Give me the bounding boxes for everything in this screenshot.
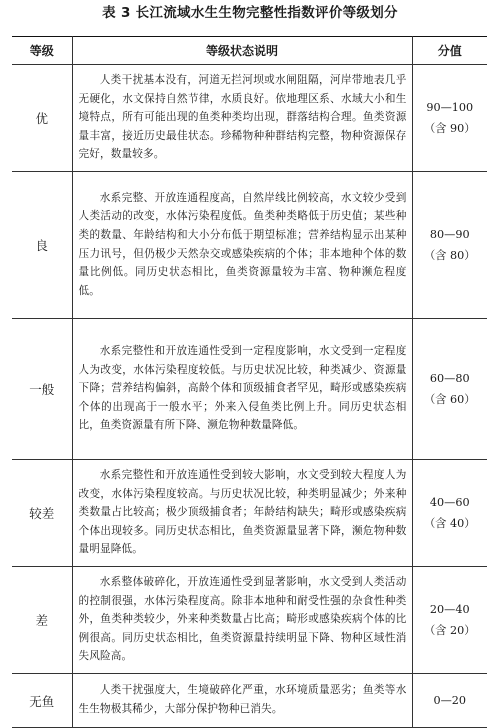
level-cell: 优 [12, 65, 72, 172]
level-cell: 一般 [12, 319, 72, 460]
description-cell: 水系完整性和开放连通性受到一定程度影响，水文受到一定程度人为改变，水体污染程度较低。与历史状况比较，种类减少、资源量下降；营养结构偏斜，高龄个体和顶级捕食者罕见，畸形或感染疾病个体的出现高于一般水平；外来入侵鱼类比例上升。同历史状态相比，鱼类资源量有所下降、濒危物种数量降低。 [72, 319, 412, 460]
score-range: 90—100 [426, 101, 474, 114]
score-range: 60—80 [429, 372, 470, 385]
score-range: 80—90 [429, 228, 470, 241]
header-row [12, 37, 487, 65]
score-note: （含 80） [424, 249, 476, 262]
score-note: （含 40） [424, 517, 476, 530]
score-cell [412, 674, 487, 728]
score-range: 0—20 [433, 694, 467, 707]
score-range: 20—40 [429, 603, 470, 616]
score-range: 40—60 [429, 496, 470, 509]
level-cell: 较差 [12, 460, 72, 567]
header-description: 等级状态说明 [72, 37, 412, 65]
description-cell: 人类干扰基本没有，河道无拦河坝或水闸阻隔，河岸带地表几乎无硬化，水文保持自然节律，水质良好。依地理区系、水域大小和生境特点，所有可能出现的鱼类种类均出现，群落结构合理。鱼类资源量丰富，接近历史最佳状态。珍稀物种种群结构完整，物种资源保存完好，数量较多。 [72, 65, 412, 172]
score-cell [412, 567, 487, 674]
level-cell: 良 [12, 172, 72, 319]
table-row [12, 172, 487, 319]
score-cell [412, 319, 487, 460]
description-cell: 水系整体破碎化，开放连通性受到显著影响，水文受到人类活动的控制很强，水体污染程度高。除非本地种和耐受性强的杂食性种类外，鱼类种类较少，外来种类数量占比高；畸形或感染疾病个体的比例很高。同历史状态相比，鱼类资源量持续明显下降、物种区域性消失风险高。 [72, 567, 412, 674]
table-row [12, 567, 487, 674]
table-title: 表 3 长江流域水生生物完整性指数评价等级划分 [102, 5, 398, 21]
score-note: （含 60） [424, 393, 476, 406]
score-cell [412, 65, 487, 172]
header-score: 分值 [412, 37, 487, 65]
score-cell [412, 460, 487, 567]
table-row [12, 674, 487, 728]
level-cell: 差 [12, 567, 72, 674]
description-cell: 水系完整、开放连通程度高，自然岸线比例较高，水文较少受到人类活动的改变，水体污染程度低。鱼类种类略低于历史值；某些种类的数量、年龄结构和大小分布低于期望标准；营养结构显示出某种压力讯号，但仍极少天然杂交或感染疾病的个体；非本地种个体的数量比例低。同历史状态相比，鱼类资源量较为丰富、物种濒危程度低。 [72, 172, 412, 319]
table-row [12, 319, 487, 460]
score-cell [412, 172, 487, 319]
table-row [12, 460, 487, 567]
score-note: （含 20） [424, 624, 476, 637]
description-cell: 人类干扰强度大，生境破碎化严重，水环境质量恶劣；鱼类等水生生物极其稀少，大部分保护物种已消失。 [72, 674, 412, 728]
level-cell: 无鱼 [12, 674, 72, 728]
score-note: （含 90） [424, 122, 476, 135]
table-row [12, 65, 487, 172]
header-level: 等级 [12, 37, 72, 65]
grade-table [12, 36, 487, 728]
description-cell: 水系完整性和开放连通性受到较大影响，水文受到较大程度人为改变，水体污染程度较高。与历史状况比较，种类明显减少；外来种类数量占比较高；极少顶级捕食者；年龄结构缺失；畸形或感染疾病个体出现较多。同历史状态相比，鱼类资源量显著下降，濒危物种数量明显降低。 [72, 460, 412, 567]
